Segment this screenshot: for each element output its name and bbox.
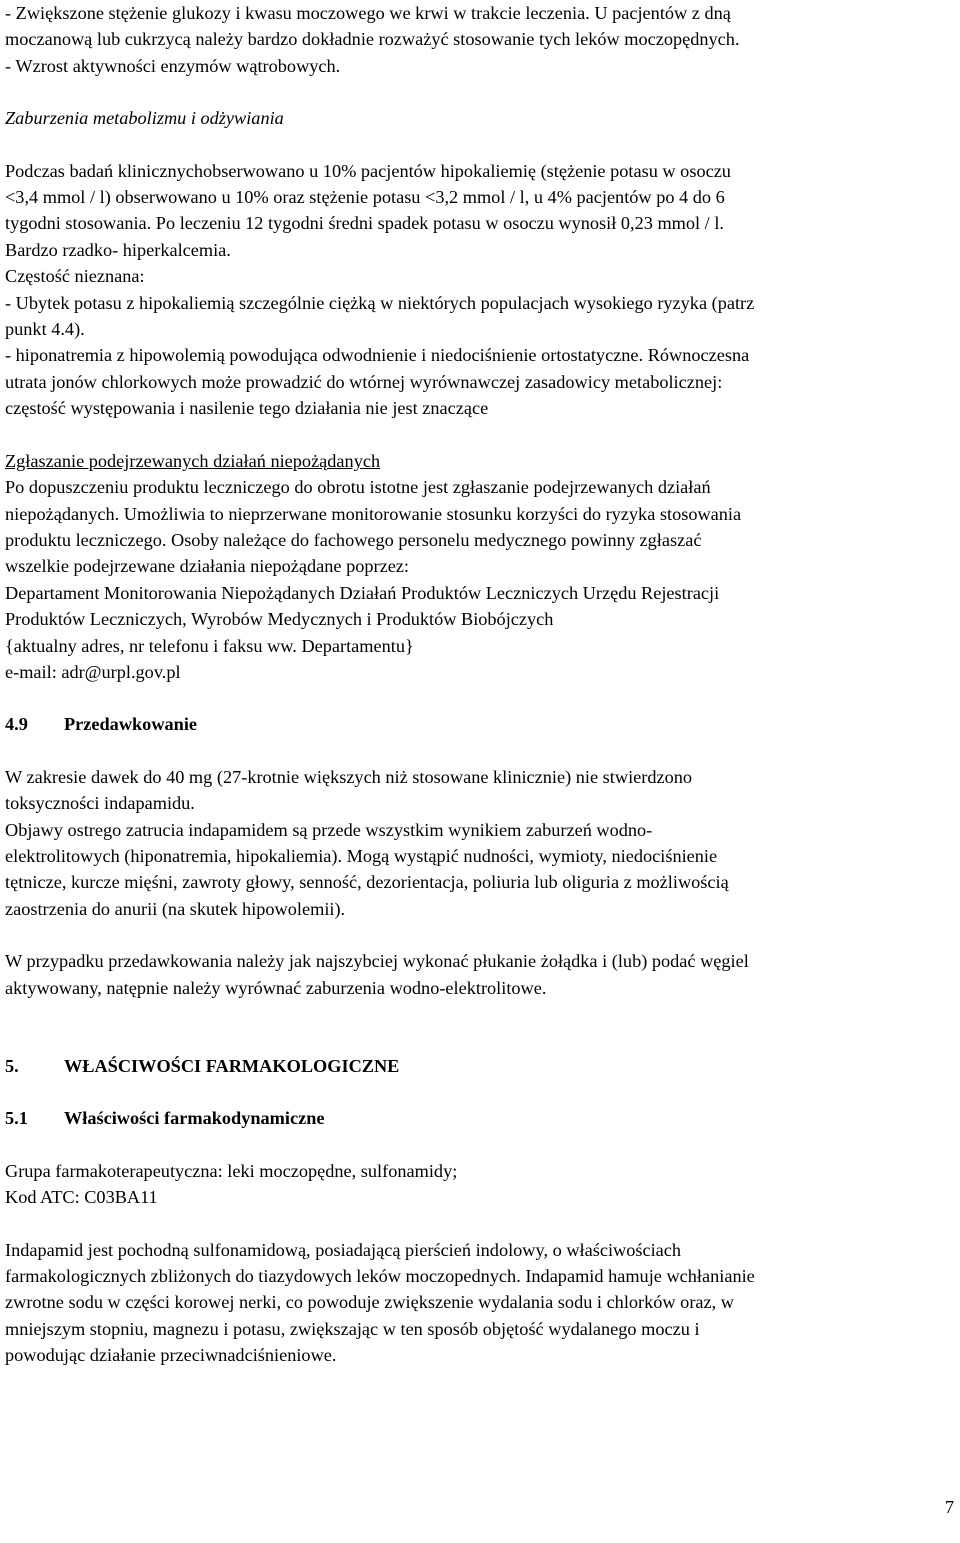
text-line: Kod ATC: C03BA11 bbox=[5, 1187, 158, 1208]
text-line: aktywowany, natępnie należy wyrównać zaburzenia wodno-elektrolitowe. bbox=[5, 977, 547, 998]
text-line: Indapamid jest pochodną sulfonamidową, posiadającą pierścień indolowy, o właściwościach bbox=[5, 1239, 682, 1260]
section-number: 5. bbox=[5, 1056, 19, 1076]
text-line: tętnicze, kurcze mięśni, zawroty głowy, senność, dezorientacja, poliuria lub oliguria z możliwością bbox=[5, 872, 729, 893]
section-title: WŁAŚCIWOŚCI FARMAKOLOGICZNE bbox=[64, 1056, 400, 1076]
metabolism-paragraph bbox=[5, 158, 955, 422]
text-line: Objawy ostrego zatrucia indapamidem są przede wszystkim wynikiem zaburzeń wodno- bbox=[5, 819, 653, 840]
text-line: <3,4 mmol / l) obserwowano u 10% oraz stężenie potasu <3,2 mmol / l, u 4% pacjentów po 4 do 6 bbox=[5, 187, 725, 208]
section-number: 5.1 bbox=[5, 1108, 28, 1129]
text-line: farmakologicznych zbliżonych do tiazydowych leków moczopednych. Indapamid hamuje wchłanianie bbox=[5, 1266, 755, 1287]
text-line: toksyczności indapamidu. bbox=[5, 793, 195, 814]
section-title: Przedawkowanie bbox=[64, 714, 198, 735]
metabolism-heading: Zaburzenia metabolizmu i odżywiania bbox=[5, 108, 284, 129]
text-line: {aktualny adres, nr telefonu i faksu ww. Departamentu} bbox=[5, 635, 414, 656]
text-line: Produktów Leczniczych, Wyrobów Medycznych i Produktów Biobójczych bbox=[5, 609, 554, 630]
text-line: mniejszym stopniu, magnezu i potasu, zwiększając w ten sposób objętość wydalanego moczu i bbox=[5, 1318, 700, 1339]
mechanism-paragraph bbox=[5, 1237, 955, 1369]
section-5-heading bbox=[5, 1053, 955, 1079]
text-line: produktu leczniczego. Osoby należące do fachowego personelu medycznego powinny zgłaszać bbox=[5, 529, 702, 550]
text-line: Departament Monitorowania Niepożądanych Działań Produktów Leczniczych Urzędu Rejestracji bbox=[5, 582, 720, 603]
text-line: wszelkie podejrzewane działania niepożądane poprzez: bbox=[5, 556, 409, 577]
reporting-paragraph bbox=[5, 474, 955, 685]
text-line: punkt 4.4). bbox=[5, 319, 85, 340]
text-line: - hiponatremia z hipowolemią powodująca odwodnienie i niedociśnienie ortostatyczne. Równoczesna bbox=[5, 345, 750, 366]
section-5-1-heading bbox=[5, 1105, 955, 1131]
text-line: Bardzo rzadko- hiperkalcemia. bbox=[5, 239, 231, 260]
section-title: Właściwości farmakodynamiczne bbox=[64, 1108, 325, 1129]
overdose-paragraph bbox=[5, 764, 955, 922]
text-line: częstość występowania i nasilenie tego działania nie jest znaczące bbox=[5, 398, 489, 419]
text-line: zwrotne sodu w części korowej nerki, co powoduje zwiększenie wydalania sodu i chlorków oraz, w bbox=[5, 1292, 734, 1313]
text-line: powodując działanie przeciwnadciśnieniowe. bbox=[5, 1345, 337, 1366]
text-line: Częstość nieznana: bbox=[5, 266, 145, 287]
intro-paragraph bbox=[5, 0, 955, 79]
text-line: - Ubytek potasu z hipokaliemią szczególnie ciężką w niektórych populacjach wysokiego ryzyka (patrz bbox=[5, 292, 755, 313]
text-line: W przypadku przedawkowania należy jak najszybciej wykonać płukanie żołądka i (lub) podać węgiel bbox=[5, 951, 749, 972]
text-line: elektrolitowych (hiponatremia, hipokaliemia). Mogą wystąpić nudności, wymioty, niedociśnienie bbox=[5, 845, 718, 866]
section-4-9-heading bbox=[5, 711, 955, 737]
text-line: Po dopuszczeniu produktu leczniczego do obrotu istotne jest zgłaszanie podejrzewanych działań bbox=[5, 477, 711, 498]
text-line: - Zwiększone stężenie glukozy i kwasu moczowego we krwi w trakcie leczenia. U pacjentów z dną bbox=[5, 3, 731, 23]
pharmacotherapeutic-group bbox=[5, 1158, 955, 1211]
text-line: W zakresie dawek do 40 mg (27-krotnie większych niż stosowane klinicznie) nie stwierdzono bbox=[5, 766, 693, 787]
text-line: zaostrzenia do anurii (na skutek hipowolemii). bbox=[5, 898, 346, 919]
text-line: Grupa farmakoterapeutyczna: leki moczopędne, sulfonamidy; bbox=[5, 1160, 458, 1181]
text-line: utrata jonów chlorkowych może prowadzić do wtórnej wyrównawczej zasadowicy metabolicznej: bbox=[5, 371, 723, 392]
text-line: - Wzrost aktywności enzymów wątrobowych. bbox=[5, 55, 341, 76]
section-number: 4.9 bbox=[5, 714, 28, 735]
text-line: moczanową lub cukrzycą należy bardzo dokładnie rozważyć stosowanie tych leków moczopędnych. bbox=[5, 29, 740, 50]
text-line: Podczas badań klinicznychobserwowano u 10% pacjentów hipokaliemię (stężenie potasu w osoczu bbox=[5, 160, 731, 181]
document-page bbox=[5, 0, 955, 1369]
text-line: niepożądanych. Umożliwia to nieprzerwane monitorowanie stosunku korzyści do ryzyka stosowania bbox=[5, 503, 742, 524]
reporting-heading: Zgłaszanie podejrzewanych działań niepożądanych bbox=[5, 450, 381, 471]
text-line: tygodni stosowania. Po leczeniu 12 tygodni średni spadek potasu w osoczu wynosił 0,23 mmol / l. bbox=[5, 213, 724, 234]
page-number: 7 bbox=[944, 1497, 954, 1517]
overdose-treatment-paragraph bbox=[5, 948, 955, 1001]
email-line: e-mail: adr@urpl.gov.pl bbox=[5, 661, 181, 682]
